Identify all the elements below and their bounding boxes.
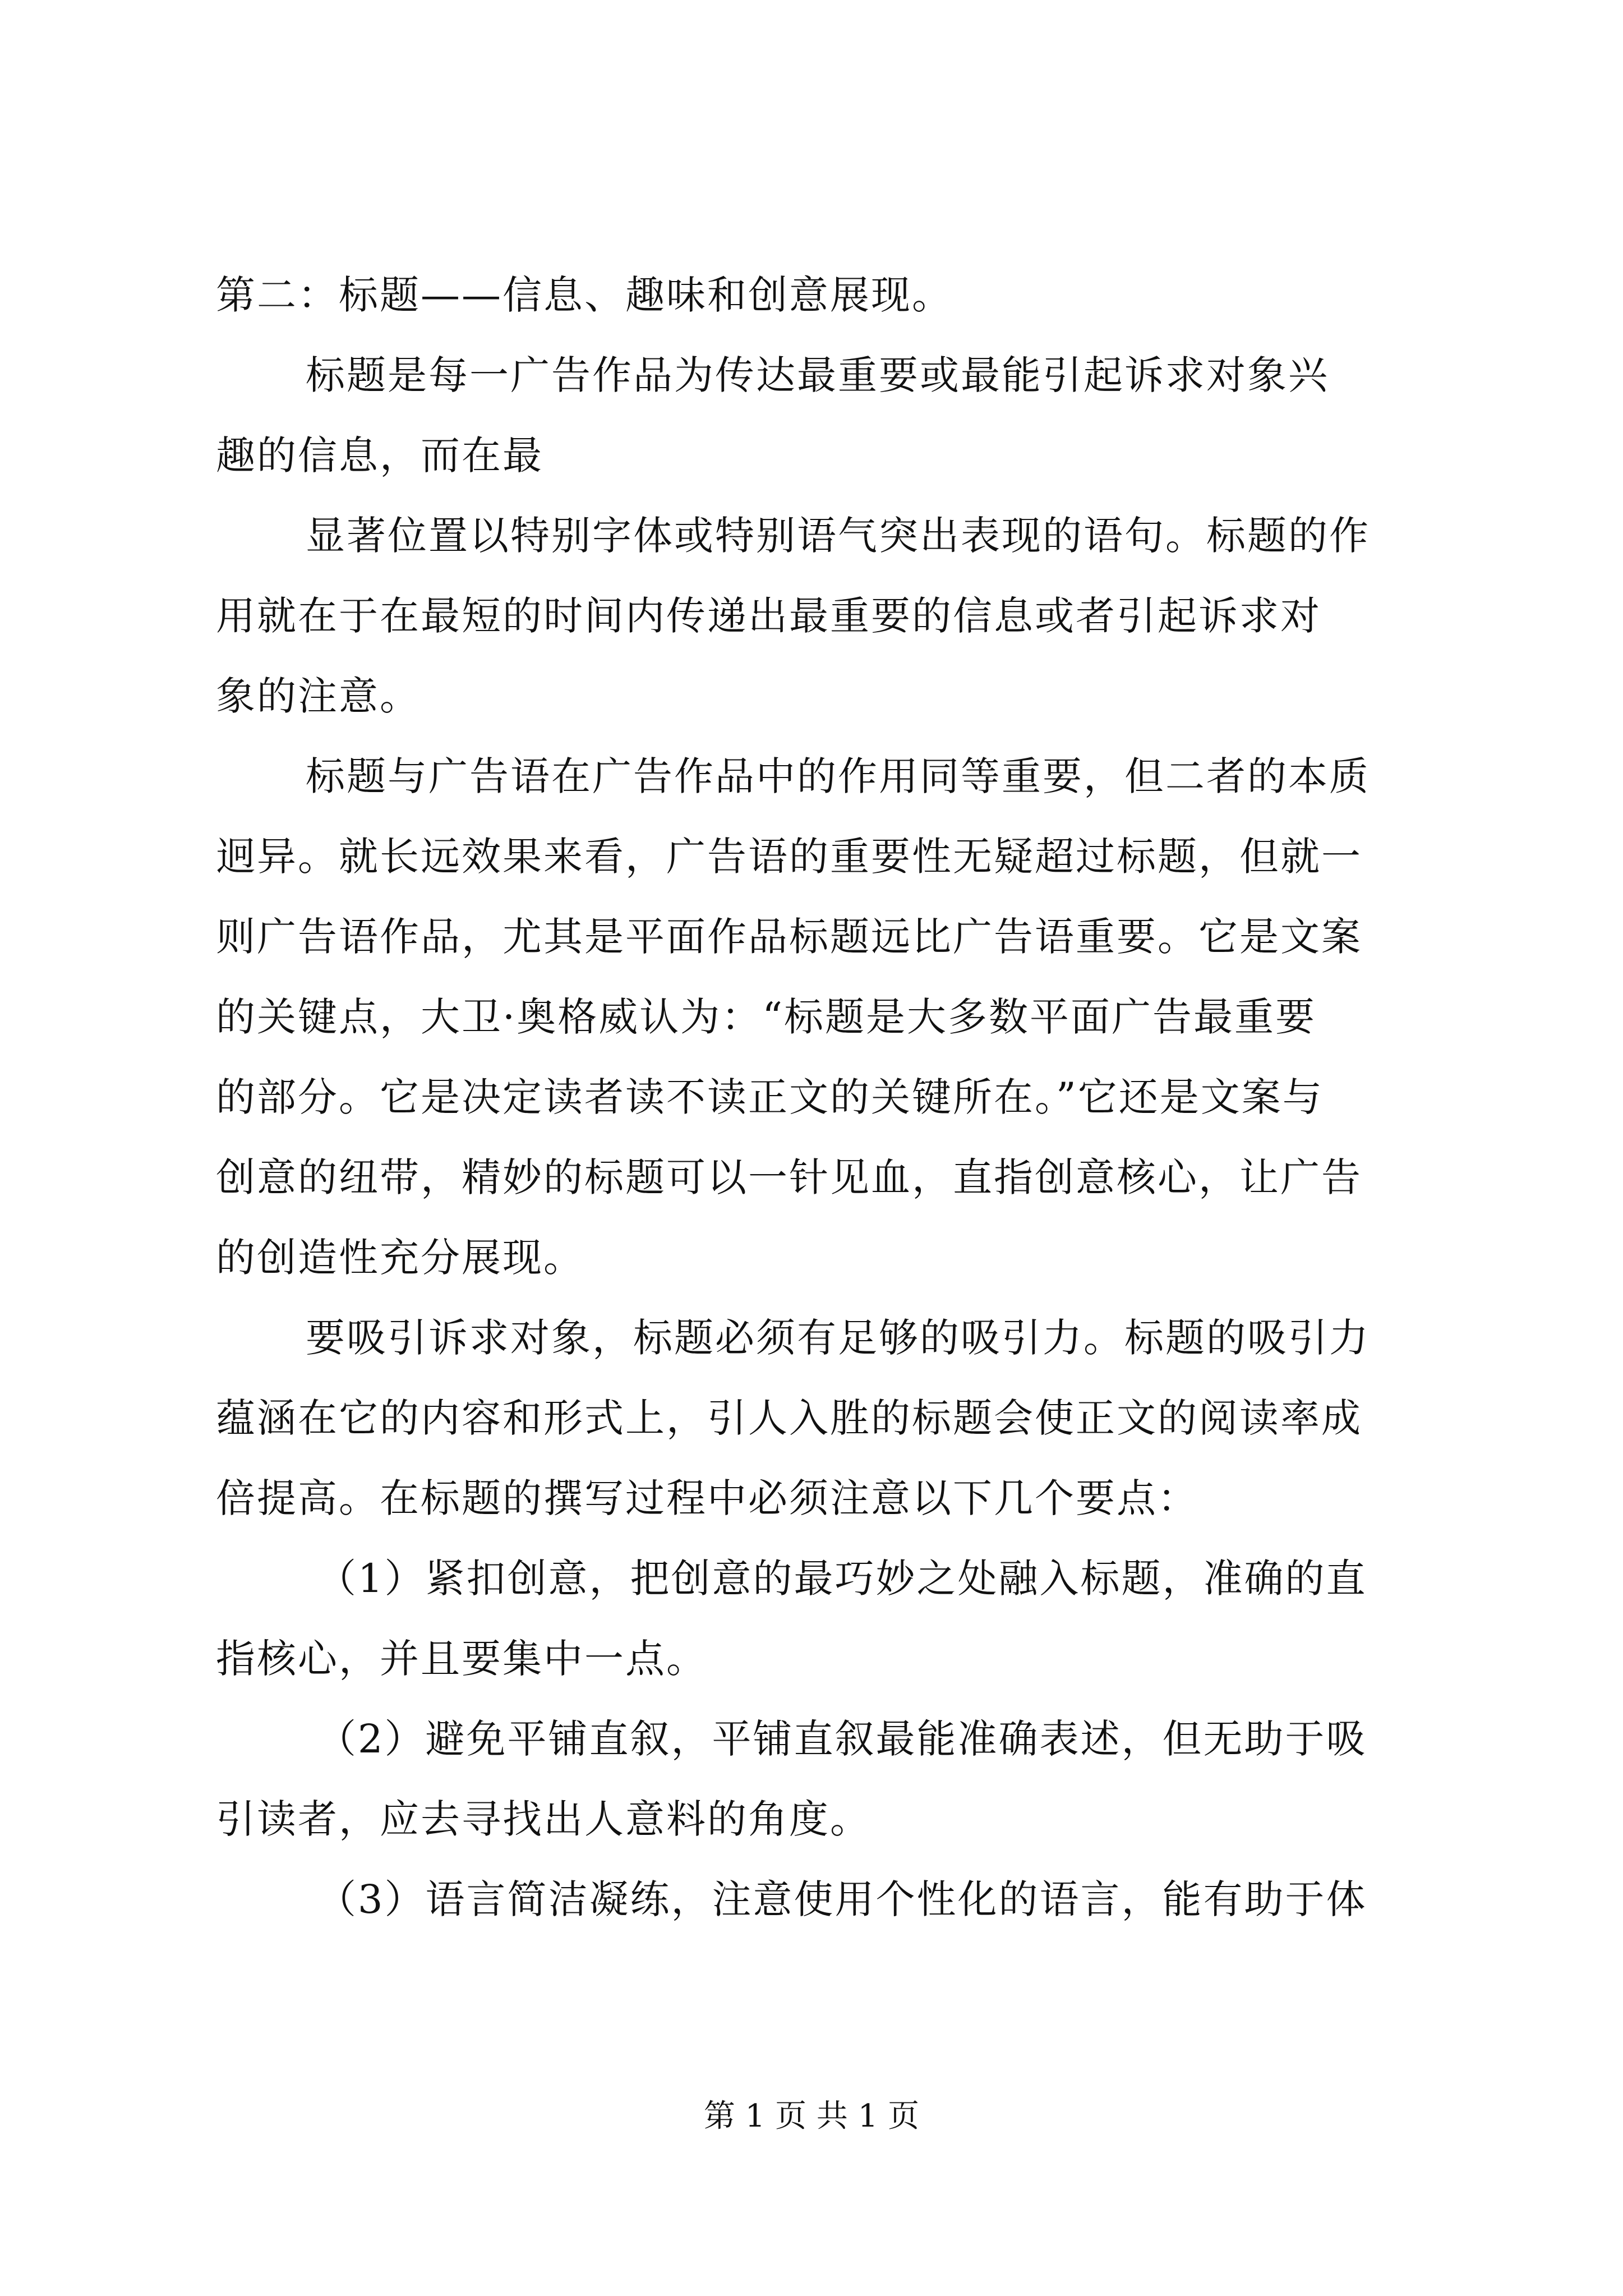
paragraph-line: 的关键点，大卫·奥格威认为：“标题是大多数平面广告最重要 [216,994,1317,1040]
list-item-line: （1）紧扣创意，把创意的最巧妙之处融入标题，准确的直 [317,1556,1367,1602]
paragraph-line: 倍提高。在标题的撰写过程中必须注意以下几个要点： [216,1475,1198,1521]
paragraph-line: 的创造性充分展现。 [216,1235,584,1281]
paragraph-line: 用就在于在最短的时间内传递出最重要的信息或者引起诉求对 [216,593,1321,639]
paragraph-line: 标题与广告语在广告作品中的作用同等重要，但二者的本质 [306,753,1370,799]
paragraph-line: 标题是每一广告作品为传达最重要或最能引起诉求对象兴 [306,352,1329,398]
document-body [216,255,1410,1940]
paragraph-line: 显著位置以特别字体或特别语气突出表现的语句。标题的作 [306,513,1370,559]
paragraph-line: 迥异。就长远效果来看，广告语的重要性无疑超过标题，但就一 [216,834,1362,880]
paragraph-line: 的部分。它是决定读者读不读正文的关键所在。”它还是文案与 [216,1074,1324,1120]
paragraph-line: 则广告语作品，尤其是平面作品标题远比广告语重要。它是文案 [216,914,1362,960]
section-heading: 第二：标题——信息、趣味和创意展现。 [216,272,953,318]
page-footer: 第 1 页 共 1 页 [703,2098,920,2134]
list-item-line: 引读者，应去寻找出人意料的角度。 [216,1796,871,1842]
paragraph-line: 要吸引诉求对象，标题必须有足够的吸引力。标题的吸引力 [306,1315,1370,1361]
paragraph-line: 趣的信息，而在最 [216,432,543,478]
list-item-line: （2）避免平铺直叙，平铺直叙最能准确表述，但无助于吸 [317,1716,1367,1762]
paragraph-line: 创意的纽带，精妙的标题可以一针见血，直指创意核心，让广告 [216,1154,1362,1200]
paragraph-line: 蕴涵在它的内容和形式上，引人入胜的标题会使正文的阅读率成 [216,1395,1362,1441]
list-item-line: （3）语言简洁凝练，注意使用个性化的语言，能有助于体 [317,1876,1367,1922]
list-item-line: 指核心，并且要集中一点。 [216,1636,707,1682]
paragraph-line: 象的注意。 [216,673,421,719]
